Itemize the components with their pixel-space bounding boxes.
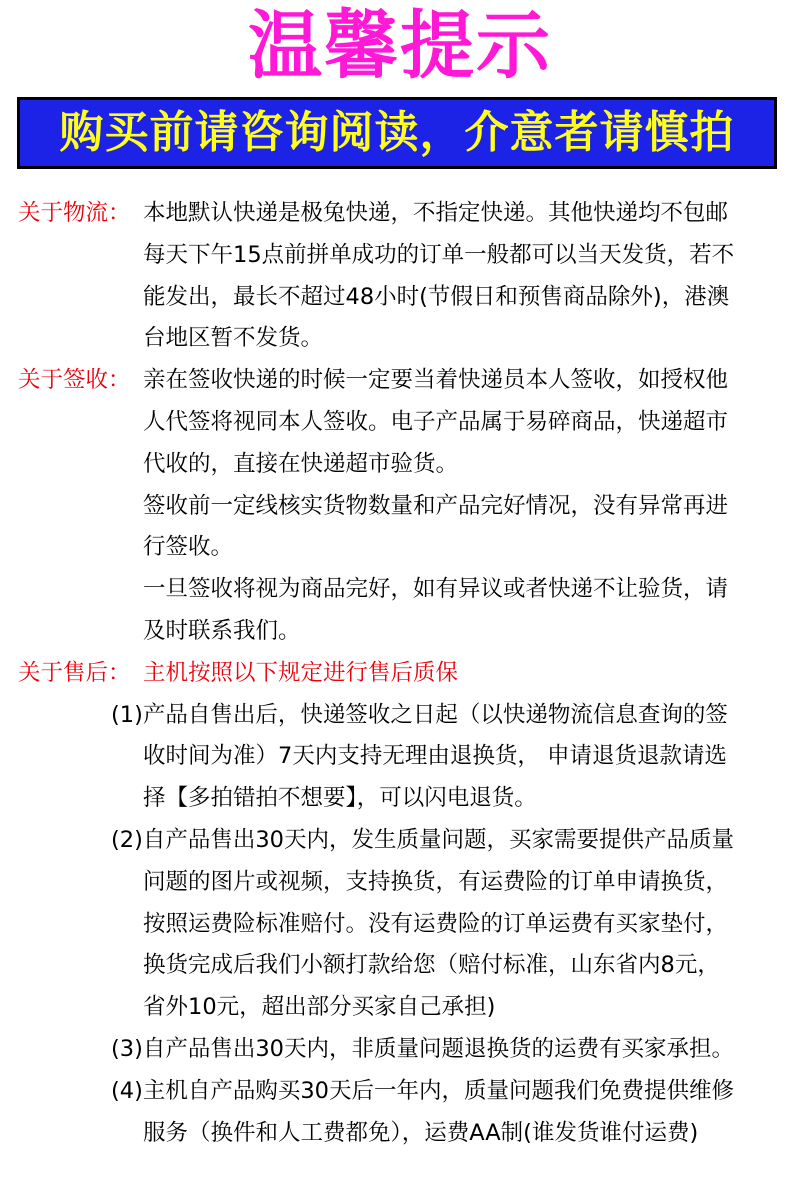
aftersale-item-text: (3)自产品售出30天内，非质量问题退换货的运费有买家承担。 — [111, 1035, 735, 1062]
aftersale-line-intro — [0, 653, 800, 695]
aftersale-item-1-line-1 — [0, 695, 800, 737]
aftersale-item-4-line-1 — [0, 1071, 800, 1113]
aftersale-item-text: 按照运费险标准赔付。没有运费险的订单运费有买家垫付， — [143, 910, 729, 937]
aftersale-item-2-line-5 — [0, 987, 800, 1029]
warning-banner: 购买前请咨询阅读，介意者请慎拍 — [17, 97, 777, 169]
aftersale-item-4-line-2 — [0, 1113, 800, 1155]
signing-line-6 — [0, 569, 800, 611]
logistics-line-4 — [0, 318, 800, 360]
aftersale-item-2-line-4 — [0, 945, 800, 987]
aftersale-item-text: 换货完成后我们小额打款给您（赔付标准，山东省内8元， — [143, 952, 720, 979]
signing-line-4 — [0, 486, 800, 528]
signing-line-7 — [0, 611, 800, 653]
signing-text: 一旦签收将视为商品完好，如有异议或者快递不让验货，请 — [143, 576, 729, 603]
logistics-heading: 关于物流： — [18, 200, 131, 226]
signing-text: 代收的，直接在快递超市验货。 — [143, 450, 459, 477]
aftersale-item-1-line-3 — [0, 778, 800, 820]
logistics-text: 台地区暂不发货。 — [143, 325, 324, 352]
logistics-line-3 — [0, 277, 800, 319]
signing-heading: 关于签收： — [18, 367, 131, 394]
aftersale-item-text: 问题的图片或视频，支持换货，有运费险的订单申请换货， — [143, 868, 729, 895]
aftersale-item-2-line-2 — [0, 862, 800, 904]
logistics-line-1 — [0, 193, 800, 235]
aftersale-heading: 关于售后： — [18, 659, 131, 686]
aftersale-item-text: 收时间为准）7天内支持无理由退换货， 申请退货退款请选 — [143, 743, 727, 770]
aftersale-item-text: (1)产品自售出后，快递签收之日起（以快递物流信息查询的签 — [111, 701, 728, 728]
aftersale-item-2-line-3 — [0, 904, 800, 946]
aftersale-item-text: (4)主机自产品购买30天后一年内，质量问题我们免费提供维修 — [111, 1077, 735, 1104]
logistics-text: 每天下午15点前拼单成功的订单一般都可以当天发货，若不 — [143, 241, 735, 268]
aftersale-item-3-line-1 — [0, 1029, 800, 1071]
signing-text: 及时联系我们。 — [143, 617, 301, 644]
signing-text: 人代签将视同本人签收。电子产品属于易碎商品，快递超市 — [143, 408, 729, 435]
notice-content — [0, 193, 800, 1154]
signing-text: 亲在签收快递的时候一定要当着快递员本人签收，如授权他 — [143, 367, 729, 394]
aftersale-intro: 主机按照以下规定进行售后质保 — [143, 659, 459, 686]
aftersale-item-text: 择【多拍错拍不想要】，可以闪电退货。 — [143, 785, 537, 812]
signing-line-2 — [0, 402, 800, 444]
logistics-text: 本地默认快递是极兔快递，不指定快递。其他快递均不包邮 — [143, 200, 729, 226]
aftersale-item-text: 省外10元，超出部分买家自己承担) — [143, 994, 496, 1021]
aftersale-item-text: 服务（换件和人工费都免），运费AA制(谁发货谁付运费) — [143, 1119, 699, 1146]
page-title: 温馨提示 — [248, 3, 552, 89]
logistics-text: 能发出，最长不超过48小时(节假日和预售商品除外)，港澳 — [143, 283, 730, 310]
signing-text: 签收前一定线核实货物数量和产品完好情况，没有异常再进 — [143, 492, 729, 519]
signing-line-1 — [0, 360, 800, 402]
aftersale-item-1-line-2 — [0, 736, 800, 778]
signing-text: 行签收。 — [143, 534, 234, 561]
aftersale-item-text: (2)自产品售出30天内，发生质量问题，买家需要提供产品质量 — [111, 826, 735, 853]
aftersale-item-2-line-1 — [0, 820, 800, 862]
signing-line-5 — [0, 527, 800, 569]
signing-line-3 — [0, 444, 800, 486]
logistics-line-2 — [0, 235, 800, 277]
